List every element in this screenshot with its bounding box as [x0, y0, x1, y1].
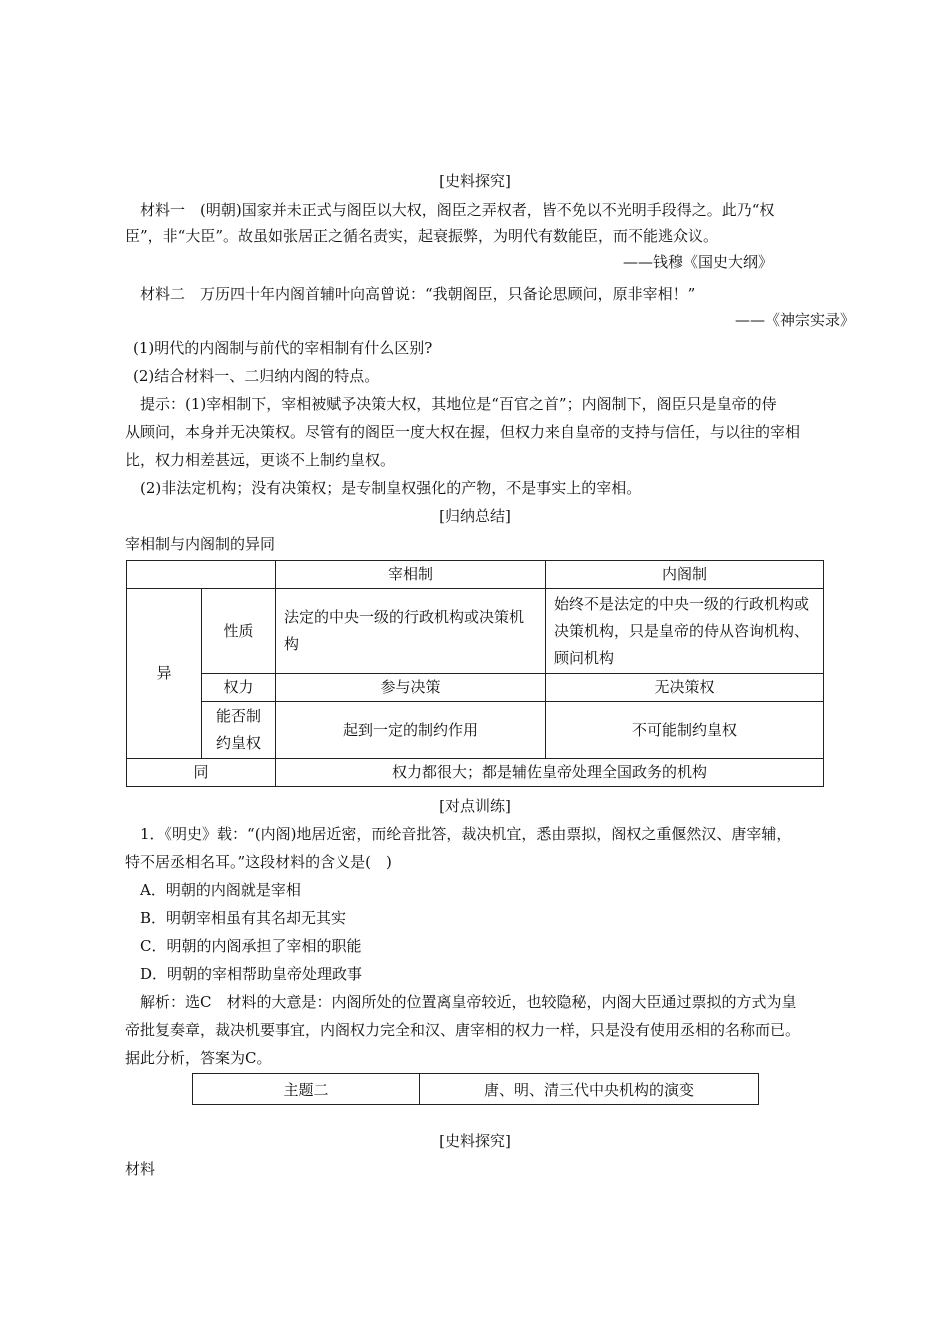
hint-line1: 提示：(1)宰相制下，宰相被赋予决策大权，其地位是“百官之首”；内阁制下，阁臣只是皇帝的侍: [140, 395, 777, 413]
table-row: [127, 759, 824, 787]
question-2: (2)结合材料一、二归纳内阁的特点。: [133, 367, 380, 385]
analysis-line2: 帝批复奏章，裁决机要事宜，内阁权力完全和汉、唐宰相的权力一样，只是没有使用丞相的名称而已。: [125, 1021, 801, 1039]
option-c: C．明朝的内阁承担了宰相的职能: [140, 937, 362, 955]
check-label: 能否制约皇权: [202, 702, 276, 759]
comparison-table: [126, 560, 824, 787]
option-a: A．明朝的内阁就是宰相: [140, 881, 301, 899]
theme2-label: 主题二: [193, 1074, 420, 1105]
same-label: 同: [127, 759, 276, 787]
check-zaixiang: 起到一定的制约作用: [276, 702, 546, 759]
section-heading-practice: [对点训练]: [439, 797, 511, 815]
practice-question-line1: 1．《明史》载：“(内阁)地居近密，而纶音批答，裁决机宜，悉由票拟，阁权之重偃然汉、唐宰辅，: [140, 825, 792, 843]
power-neige: 无决策权: [546, 674, 824, 702]
option-d: D．明朝的宰相帮助皇帝处理政事: [140, 965, 363, 983]
material1-line1: 材料一 (明朝)国家并未正式与阁臣以大权，阁臣之弄权者，皆不免以不光明手段得之。此乃“权: [140, 201, 775, 219]
theme2-title: 唐、明、清三代中央机构的演变: [420, 1074, 759, 1105]
theme2-banner: [192, 1073, 759, 1105]
nature-neige: 始终不是法定的中央一级的行政机构或决策机构，只是皇帝的侍从咨询机构、顾问机构: [546, 589, 824, 674]
material1-line2: 臣”，非“大臣”。故虽如张居正之循名责实，起衰振弊，为明代有数能臣，而不能逃众议。: [125, 227, 719, 245]
header-neige: 内阁制: [546, 561, 824, 589]
material1-source: ——钱穆《国史大纲》: [622, 253, 773, 271]
practice-question-line2: 特不居丞相名耳。”这段材料的含义是( ): [125, 853, 392, 871]
hint-line4: (2)非法定机构；没有决策权；是专制皇权强化的产物，不是事实上的宰相。: [140, 479, 642, 497]
nature-label: 性质: [202, 589, 276, 674]
material2: 材料二 万历四十年内阁首辅叶向高曾说：“我朝阁臣，只备论思顾问，原非宰相！”: [140, 285, 696, 303]
table-row: [127, 674, 824, 702]
table-caption: 宰相制与内阁制的异同: [125, 535, 276, 553]
analysis-line1: 解析：选C 材料的大意是：内阁所处的位置离皇帝较近，也较隐秘，内阁大臣通过票拟的方式为皇: [140, 993, 797, 1011]
header-zaixiang: 宰相制: [276, 561, 546, 589]
same-text: 权力都很大；都是辅佐皇帝处理全国政务的机构: [276, 759, 824, 787]
nature-zaixiang: 法定的中央一级的行政机构或决策机构: [276, 589, 546, 674]
power-zaixiang: 参与决策: [276, 674, 546, 702]
hint-line3: 比，权力相差甚远，更谈不上制约皇权。: [125, 451, 396, 469]
option-b: B．明朝宰相虽有其名却无其实: [140, 909, 347, 927]
material-label: 材料: [125, 1160, 156, 1178]
table-row: [127, 589, 824, 674]
table-header-row: [127, 561, 824, 589]
hint-line2: 从顾问，本身并无决策权。尽管有的阁臣一度大权在握，但权力来自皇帝的支持与信任，与以往的宰相: [125, 423, 801, 441]
diff-label: 异: [127, 589, 202, 759]
section-heading-summary: [归纳总结]: [439, 507, 511, 525]
table-row: [127, 702, 824, 759]
check-neige: 不可能制约皇权: [546, 702, 824, 759]
section-heading-sources-2: [史料探究]: [439, 1132, 511, 1150]
section-heading-sources: [史料探究]: [439, 172, 511, 190]
table-corner-cell: [127, 561, 276, 589]
question-1: (1)明代的内阁制与前代的宰相制有什么区别?: [133, 339, 433, 357]
material2-source: ——《神宗实录》: [734, 311, 855, 329]
analysis-line3: 据此分析，答案为C。: [125, 1049, 272, 1067]
power-label: 权力: [202, 674, 276, 702]
